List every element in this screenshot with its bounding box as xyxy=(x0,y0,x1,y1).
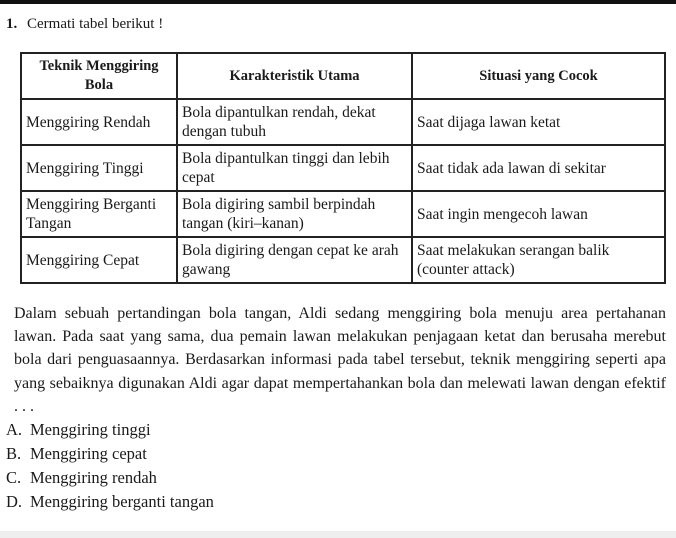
option-b[interactable] xyxy=(6,442,214,466)
option-letter: B. xyxy=(6,444,22,463)
option-d[interactable] xyxy=(6,490,214,514)
table-cell: Menggiring Tinggi xyxy=(21,145,177,191)
header-characteristic: Karakteristik Utama xyxy=(177,53,412,99)
question-paragraph: Dalam sebuah pertandingan bola tangan, Aldi sedang menggiring bola menuju area pertahanan lawan. Pada saat yang sama, dua pemain lawan melakukan penjagaan ketat dan berusaha merebut bola dari penguasaannya. Berdasarkan informasi pada tabel tersebut, teknik menggiring seperti apa yang sebaiknya digunakan Aldi agar dapat mempertahankan bola dan melewati lawan dengan efektif . . . xyxy=(14,305,666,415)
table-cell: Menggiring Cepat xyxy=(21,237,177,283)
question-header xyxy=(6,16,163,33)
table-cell: Bola dipantulkan rendah, dekat dengan tubuh xyxy=(177,99,412,145)
option-a[interactable] xyxy=(6,418,214,442)
table-cell: Menggiring Berganti Tangan xyxy=(21,191,177,237)
option-text: Menggiring rendah xyxy=(30,468,157,487)
table-cell: Bola dipantulkan tinggi dan lebih cepat xyxy=(177,145,412,191)
table-header-row xyxy=(21,53,665,99)
header-situation: Situasi yang Cocok xyxy=(412,53,665,99)
question-instruction: Cermati tabel berikut ! xyxy=(27,16,164,32)
bottom-edge xyxy=(0,531,676,538)
top-border xyxy=(0,0,676,4)
option-letter: C. xyxy=(6,468,22,487)
option-c[interactable] xyxy=(6,466,214,490)
table-cell: Bola digiring sambil berpindah tangan (kiri–kanan) xyxy=(177,191,412,237)
table-cell: Menggiring Rendah xyxy=(21,99,177,145)
question-number: 1. xyxy=(6,16,18,32)
table-row xyxy=(21,99,665,145)
option-text: Menggiring berganti tangan xyxy=(30,492,214,511)
table-cell: Saat melakukan serangan balik (counter attack) xyxy=(412,237,665,283)
table-cell: Saat tidak ada lawan di sekitar xyxy=(412,145,665,191)
table-cell: Saat ingin mengecoh lawan xyxy=(412,191,665,237)
answer-options xyxy=(6,418,214,514)
dribbling-table xyxy=(20,52,666,284)
table-cell: Bola digiring dengan cepat ke arah gawang xyxy=(177,237,412,283)
option-text: Menggiring cepat xyxy=(30,444,147,463)
table-row xyxy=(21,237,665,283)
table-cell: Saat dijaga lawan ketat xyxy=(412,99,665,145)
table-row xyxy=(21,191,665,237)
option-text: Menggiring tinggi xyxy=(30,420,151,439)
header-technique: Teknik Menggiring Bola xyxy=(21,53,177,99)
table-row xyxy=(21,145,665,191)
option-letter: D. xyxy=(6,492,23,511)
option-letter: A. xyxy=(6,420,23,439)
